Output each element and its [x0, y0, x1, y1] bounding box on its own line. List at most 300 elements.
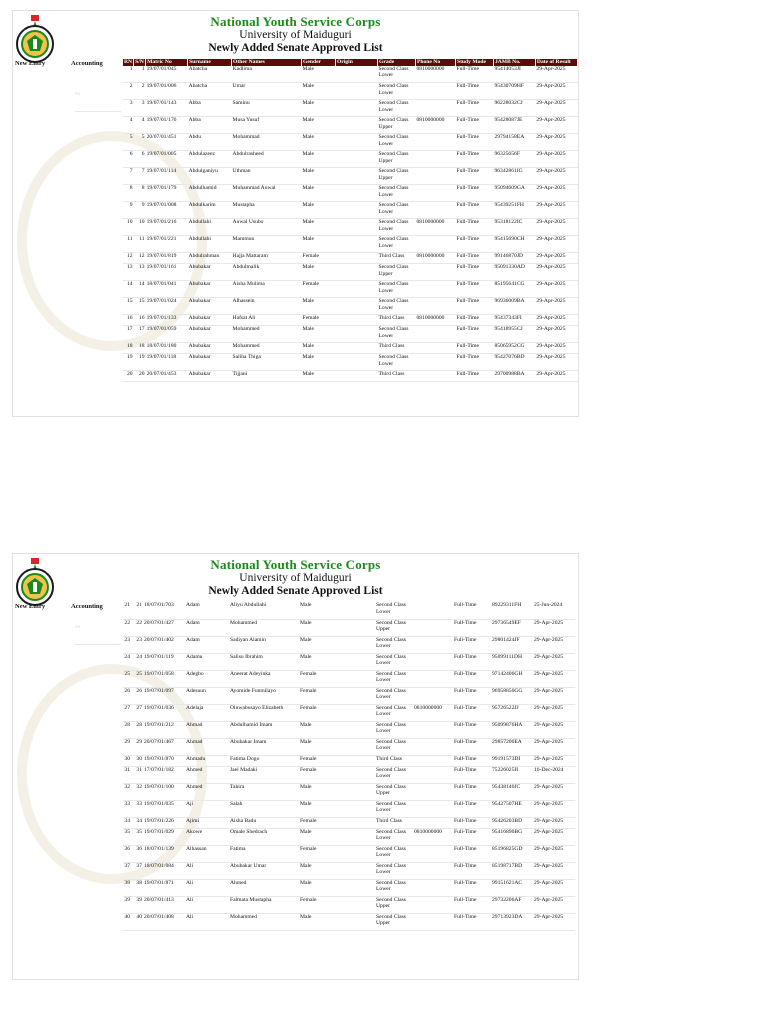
table-cell: 37 — [131, 862, 143, 879]
table-cell: Full-Time — [455, 151, 493, 168]
table-cell: Full-Time — [453, 913, 491, 930]
table-cell: 26 — [123, 687, 131, 704]
table-cell: Mohammad — [232, 134, 302, 151]
table-cell: Second Class Lower — [375, 738, 413, 755]
table-cell: 33 — [131, 800, 143, 817]
table-cell — [333, 783, 375, 800]
table-cell: Abubakar Imam — [229, 738, 299, 755]
table-cell: 7 — [123, 168, 134, 185]
table-cell: Female — [299, 670, 333, 687]
signature-mark: ~ — [75, 89, 121, 112]
table-cell: 29736549EF — [491, 619, 533, 636]
table-cell: 95439251FH — [493, 202, 535, 219]
table-cell: 27 — [131, 704, 143, 721]
table-cell: Male — [302, 343, 336, 354]
table-cell: 29-Apr-2025 — [533, 619, 575, 636]
table-cell: Adam — [185, 619, 229, 636]
table-row — [123, 168, 578, 185]
table-cell: Mohammed — [229, 619, 299, 636]
table-cell: 20/07/01/402 — [143, 636, 185, 653]
table-cell — [336, 253, 378, 264]
table-cell: Second Class Lower — [375, 687, 413, 704]
table-cell: 20 — [123, 371, 134, 382]
table-row — [123, 755, 575, 766]
table-cell: 21 — [131, 602, 143, 619]
table-cell: Second Class Lower — [375, 862, 413, 879]
table-cell: 36 — [131, 845, 143, 862]
table-cell: 24 — [123, 653, 131, 670]
table-cell: 34 — [131, 817, 143, 828]
table-row — [123, 202, 578, 219]
table-cell — [413, 687, 453, 704]
table-cell: Full-Time — [455, 253, 493, 264]
table-cell: 95726522JJ — [491, 704, 533, 721]
table-cell: 16 — [134, 315, 146, 326]
table-cell: 12 — [134, 253, 146, 264]
table-cell: 18/07/01/180 — [146, 343, 188, 354]
table-cell: 19/07/01/058 — [143, 670, 185, 687]
table-cell: Second Class Upper — [375, 896, 413, 913]
table-cell: Fatima — [229, 845, 299, 862]
table-cell: Second Class Lower — [377, 202, 415, 219]
table-cell — [333, 670, 375, 687]
table-cell: Alhassein — [232, 298, 302, 315]
table-cell — [413, 862, 453, 879]
table-cell: Ahmed — [229, 879, 299, 896]
table-cell: Second Class Lower — [377, 326, 415, 343]
table-cell — [413, 766, 453, 783]
table-cell: 85198717BD — [491, 862, 533, 879]
table-cell: 8 — [123, 185, 134, 202]
table-cell: 95318122IC — [493, 219, 535, 236]
table-cell: Female — [299, 704, 333, 721]
table-cell: Jael Madaki — [229, 766, 299, 783]
table-cell: Hajja Mattaram — [232, 253, 302, 264]
table-cell: Second Class Lower — [375, 653, 413, 670]
table-cell: 95091330AD — [493, 264, 535, 281]
table-cell: Omale Shedrach — [229, 828, 299, 845]
table-cell: 19/07/01/059 — [146, 326, 188, 343]
table-cell: Male — [302, 100, 336, 117]
table-cell: Female — [299, 896, 333, 913]
table-cell: 19/07/01/133 — [146, 315, 188, 326]
table-cell — [413, 721, 453, 738]
table-cell: Abubakar — [188, 326, 232, 343]
table-cell: 29-Apr-2025 — [535, 281, 577, 298]
table-cell — [413, 636, 453, 653]
table-cell: Male — [302, 185, 336, 202]
table-cell: Male — [302, 326, 336, 343]
table-cell: 19/07/01/005 — [146, 151, 188, 168]
table-cell: Full-Time — [453, 721, 491, 738]
table-cell: 19/07/01/029 — [143, 828, 185, 845]
table-cell: Male — [302, 354, 336, 371]
table-cell: 29-Apr-2025 — [533, 896, 575, 913]
table-cell: Second Class Lower — [375, 845, 413, 862]
table-cell: 33 — [123, 800, 131, 817]
table-cell — [333, 636, 375, 653]
table-cell: 20/07/01/408 — [143, 913, 185, 930]
table-cell: Second Class Lower — [377, 219, 415, 236]
table-cell: 14 — [123, 281, 134, 298]
table-cell: Ali — [185, 879, 229, 896]
table-cell: 99151621AC — [491, 879, 533, 896]
table-cell: Full-Time — [455, 83, 493, 100]
table-cell: Female — [302, 315, 336, 326]
table-cell — [413, 653, 453, 670]
table-cell: 29-Apr-2025 — [535, 219, 577, 236]
table-cell: Uthman — [232, 168, 302, 185]
table-cell: Female — [299, 755, 333, 766]
table-cell: Abatcha — [188, 66, 232, 83]
table-cell: 20/07/01/467 — [143, 738, 185, 755]
table-cell: Male — [302, 371, 336, 382]
table-cell: Full-Time — [453, 845, 491, 862]
table-cell — [415, 354, 455, 371]
table-cell — [413, 619, 453, 636]
table-cell: Female — [302, 253, 336, 264]
table-cell: 13 — [123, 264, 134, 281]
table-cell: Abdulhamid Imam — [229, 721, 299, 738]
table-row — [123, 896, 575, 913]
table-cell: Abubakar — [188, 264, 232, 281]
table-cell: 29-Apr-2025 — [535, 185, 577, 202]
table-cell: 95415690CH — [493, 236, 535, 253]
table-cell: 34 — [123, 817, 131, 828]
table-cell — [333, 913, 375, 930]
table-cell: Full-Time — [453, 879, 491, 896]
table-cell — [336, 236, 378, 253]
table-cell: 29-Apr-2025 — [535, 371, 577, 382]
table-cell: Sadiyan Alamin — [229, 636, 299, 653]
table-cell: Female — [299, 845, 333, 862]
table-cell: 89229311FH — [491, 602, 533, 619]
column-header: JAMB No. — [493, 59, 535, 66]
table-cell: 95426203BD — [491, 817, 533, 828]
table-cell: 38 — [123, 879, 131, 896]
table-cell: 0810000000 — [415, 253, 455, 264]
table-cell: Second Class Lower — [377, 83, 415, 100]
table-row — [123, 704, 575, 721]
table-cell: Aliyu Abdullahi — [229, 602, 299, 619]
table-cell: Mohammed — [232, 326, 302, 343]
table-cell: 3 — [123, 100, 134, 117]
document-header — [13, 14, 578, 55]
table-cell: 6 — [134, 151, 146, 168]
table-cell — [415, 168, 455, 185]
column-header: S/N — [135, 59, 144, 65]
table-cell — [336, 354, 378, 371]
table-cell: Abubakar Umar — [229, 862, 299, 879]
table-cell: Salisu Ibrahim — [229, 653, 299, 670]
table-cell — [415, 236, 455, 253]
table-cell: 32 — [131, 783, 143, 800]
students-table — [123, 59, 578, 382]
table-cell: Full-Time — [453, 653, 491, 670]
table-cell: Second Class Lower — [375, 704, 413, 721]
table-cell: Abubakar — [188, 354, 232, 371]
table-cell: 31 — [131, 766, 143, 783]
table-cell: Second Class Lower — [377, 281, 415, 298]
table-cell: Abdulkarim — [188, 202, 232, 219]
table-cell: 29-Apr-2025 — [535, 298, 577, 315]
table-cell: 17 — [134, 326, 146, 343]
table-cell: Full-Time — [455, 236, 493, 253]
table-cell: Third Class — [377, 253, 415, 264]
table-cell: Second Class Upper — [377, 264, 415, 281]
table-cell: 29700988BA — [493, 371, 535, 382]
table-cell: Ahmad — [185, 738, 229, 755]
table-cell: Male — [302, 202, 336, 219]
table-cell: 95414053JI — [493, 66, 535, 83]
table-row — [123, 619, 575, 636]
table-cell: Second Class Lower — [377, 236, 415, 253]
table-row — [123, 766, 575, 783]
table-cell — [333, 896, 375, 913]
table-cell: Female — [302, 281, 336, 298]
table-cell: Male — [299, 862, 333, 879]
table-cell: Male — [299, 738, 333, 755]
table-cell: 29-Apr-2025 — [535, 134, 577, 151]
table-cell: Abdulganiyu — [188, 168, 232, 185]
table-cell: 6 — [123, 151, 134, 168]
table-row — [123, 151, 578, 168]
table-cell: Full-Time — [453, 828, 491, 845]
table-cell — [415, 134, 455, 151]
table-row — [123, 264, 578, 281]
table-cell: 28 — [131, 721, 143, 738]
table-cell: 16-Dec-2024 — [533, 766, 575, 783]
table-cell: 29-Apr-2025 — [533, 636, 575, 653]
table-cell: 3 — [134, 100, 146, 117]
table-cell — [413, 879, 453, 896]
table-cell: Male — [302, 219, 336, 236]
table-cell: Second Class Lower — [377, 134, 415, 151]
table-cell: Second Class Upper — [377, 117, 415, 134]
table-cell: Abubakar — [188, 281, 232, 298]
table-cell — [336, 219, 378, 236]
table-cell: Abdulhamid — [188, 185, 232, 202]
table-cell: 95427076BD — [493, 354, 535, 371]
table-cell: 29-Apr-2025 — [535, 83, 577, 100]
table-cell — [336, 371, 378, 382]
table-cell: 4 — [123, 117, 134, 134]
table-cell: Male — [299, 913, 333, 930]
table-cell: 13 — [134, 264, 146, 281]
table-cell: Full-Time — [455, 185, 493, 202]
table-row — [123, 800, 575, 817]
table-cell: 19/07/01/097 — [143, 687, 185, 704]
table-cell: Ahmed — [185, 766, 229, 783]
table-cell: 28 — [123, 721, 131, 738]
table-cell: Male — [302, 151, 336, 168]
table-cell: 22 — [131, 619, 143, 636]
table-cell: 29-Apr-2025 — [535, 253, 577, 264]
column-header: Surname — [188, 59, 232, 66]
table-cell: 19/07/01/024 — [146, 298, 188, 315]
table-cell — [336, 298, 378, 315]
table-cell: Male — [299, 721, 333, 738]
table-cell — [413, 738, 453, 755]
table-cell: 19/07/01/100 — [143, 783, 185, 800]
table-cell: 7 — [134, 168, 146, 185]
table-cell — [333, 704, 375, 721]
column-header: Matric No — [146, 59, 188, 66]
table-cell: 29-Apr-2025 — [533, 783, 575, 800]
table-cell: Ali — [185, 896, 229, 913]
table-cell: Second Class Upper — [375, 913, 413, 930]
table-cell: 18/07/01/084 — [143, 862, 185, 879]
table-cell: Full-Time — [453, 766, 491, 783]
table-cell: Third Class — [375, 755, 413, 766]
table-cell: Full-Time — [455, 202, 493, 219]
table-cell: 16 — [123, 315, 134, 326]
table-cell: Second Class Lower — [375, 602, 413, 619]
table-cell: 29 — [123, 738, 131, 755]
table-cell: Abba — [188, 100, 232, 117]
table-cell — [415, 83, 455, 100]
table-cell: 17/07/01/182 — [143, 766, 185, 783]
table-cell: 96228032CJ — [493, 100, 535, 117]
table-cell: Mustapha — [232, 202, 302, 219]
table-cell: 29732206AF — [491, 896, 533, 913]
table-cell: Full-Time — [455, 100, 493, 117]
table-cell: Full-Time — [455, 371, 493, 382]
table-row — [123, 253, 578, 264]
table-cell: 85196825GD — [491, 845, 533, 862]
table-cell — [333, 602, 375, 619]
table-cell: 19/07/01/871 — [143, 879, 185, 896]
table-cell: 18 — [134, 343, 146, 354]
table-row — [123, 913, 575, 930]
table-cell: 85195641CG — [493, 281, 535, 298]
table-cell: 19/07/01/161 — [146, 264, 188, 281]
table-cell: 19/07/01/221 — [146, 236, 188, 253]
table-cell: Second Class Lower — [375, 879, 413, 896]
table-cell — [336, 185, 378, 202]
table-cell: Male — [299, 602, 333, 619]
table-row — [123, 326, 578, 343]
table-cell: 20/07/01/451 — [146, 134, 188, 151]
table-cell: 19/07/01/819 — [146, 253, 188, 264]
table-cell: 5 — [123, 134, 134, 151]
table-cell: 2 — [134, 83, 146, 100]
table-cell: Abdulrasheed — [232, 151, 302, 168]
table-cell: Ahmadu — [185, 755, 229, 766]
table-cell: 18/07/01/041 — [146, 281, 188, 298]
table-cell: Adam — [185, 602, 229, 619]
table-cell: 29-Apr-2025 — [535, 168, 577, 185]
table-cell: 2 — [123, 83, 134, 100]
table-cell: Male — [299, 828, 333, 845]
table-cell — [415, 371, 455, 382]
table-cell: Ahmad — [185, 721, 229, 738]
table-cell — [333, 619, 375, 636]
table-cell: 19 — [134, 354, 146, 371]
table-cell: Abubakar — [188, 371, 232, 382]
table-row — [123, 783, 575, 800]
table-cell: 19/07/01/870 — [143, 755, 185, 766]
table-cell: 39 — [123, 896, 131, 913]
list-title: Newly Added Senate Approved List — [208, 585, 383, 597]
table-cell: Second Class Upper — [377, 151, 415, 168]
table-cell: 99191573DI — [491, 755, 533, 766]
table-cell: Male — [302, 83, 336, 100]
table-header-row — [123, 59, 578, 66]
table-cell: Abubakar — [188, 343, 232, 354]
table-cell: 0810000000 — [415, 66, 455, 83]
table-cell — [415, 100, 455, 117]
table-cell: 29-Apr-2025 — [535, 151, 577, 168]
table-cell — [333, 817, 375, 828]
table-row — [123, 602, 575, 619]
table-cell: 95099111DH — [491, 653, 533, 670]
table-cell: 29-Apr-2025 — [533, 704, 575, 721]
table-row — [123, 636, 575, 653]
table-cell: Full-Time — [455, 168, 493, 185]
table-row — [123, 354, 578, 371]
column-header: Phone No — [415, 59, 455, 66]
table-cell: Male — [299, 879, 333, 896]
table-cell: 19/07/01/035 — [143, 800, 185, 817]
table-cell: Adelaja — [185, 704, 229, 721]
table-cell: Male — [299, 619, 333, 636]
table-cell: 12 — [123, 253, 134, 264]
table-cell: Second Class Lower — [377, 354, 415, 371]
table-cell: 99146870JD — [493, 253, 535, 264]
table-cell: 25-Jun-2024 — [533, 602, 575, 619]
table-cell — [333, 738, 375, 755]
table-cell: 29-Apr-2025 — [533, 913, 575, 930]
table-cell: Male — [302, 66, 336, 83]
table-cell: 29-Apr-2025 — [533, 738, 575, 755]
table-cell: 85065952CG — [493, 343, 535, 354]
table-cell: 15 — [134, 298, 146, 315]
table-cell: Abubakar — [188, 315, 232, 326]
list-page-2 — [12, 553, 579, 980]
table-cell: 11 — [123, 236, 134, 253]
table-cell: Full-Time — [453, 783, 491, 800]
table-cell: Ali — [185, 862, 229, 879]
table-cell: Ahmed — [185, 783, 229, 800]
table-cell: Full-Time — [455, 134, 493, 151]
table-cell: Full-Time — [455, 343, 493, 354]
table-cell — [336, 134, 378, 151]
table-cell: 19/07/01/226 — [143, 817, 185, 828]
table-cell: 39 — [131, 896, 143, 913]
table-cell: Salah — [229, 800, 299, 817]
table-cell: Second Class Upper — [375, 783, 413, 800]
table-cell: 29-Apr-2025 — [533, 862, 575, 879]
table-cell: 29801424JF — [491, 636, 533, 653]
table-cell — [413, 755, 453, 766]
table-cell — [336, 168, 378, 185]
table-cell: 5 — [134, 134, 146, 151]
table-cell — [336, 326, 378, 343]
table-cell: Abdulrahman — [188, 253, 232, 264]
column-header: RN — [124, 59, 133, 65]
table-cell: Second Class Lower — [377, 298, 415, 315]
table-cell: Falmata Mustapha — [229, 896, 299, 913]
table-cell: Second Class Lower — [375, 766, 413, 783]
table-cell: 19/07/01/119 — [143, 653, 185, 670]
table-cell — [415, 298, 455, 315]
table-cell — [333, 721, 375, 738]
table-cell: Full-Time — [455, 298, 493, 315]
table-cell — [333, 800, 375, 817]
table-row — [123, 236, 578, 253]
table-cell: Oluwabusayo Elizabeth — [229, 704, 299, 721]
